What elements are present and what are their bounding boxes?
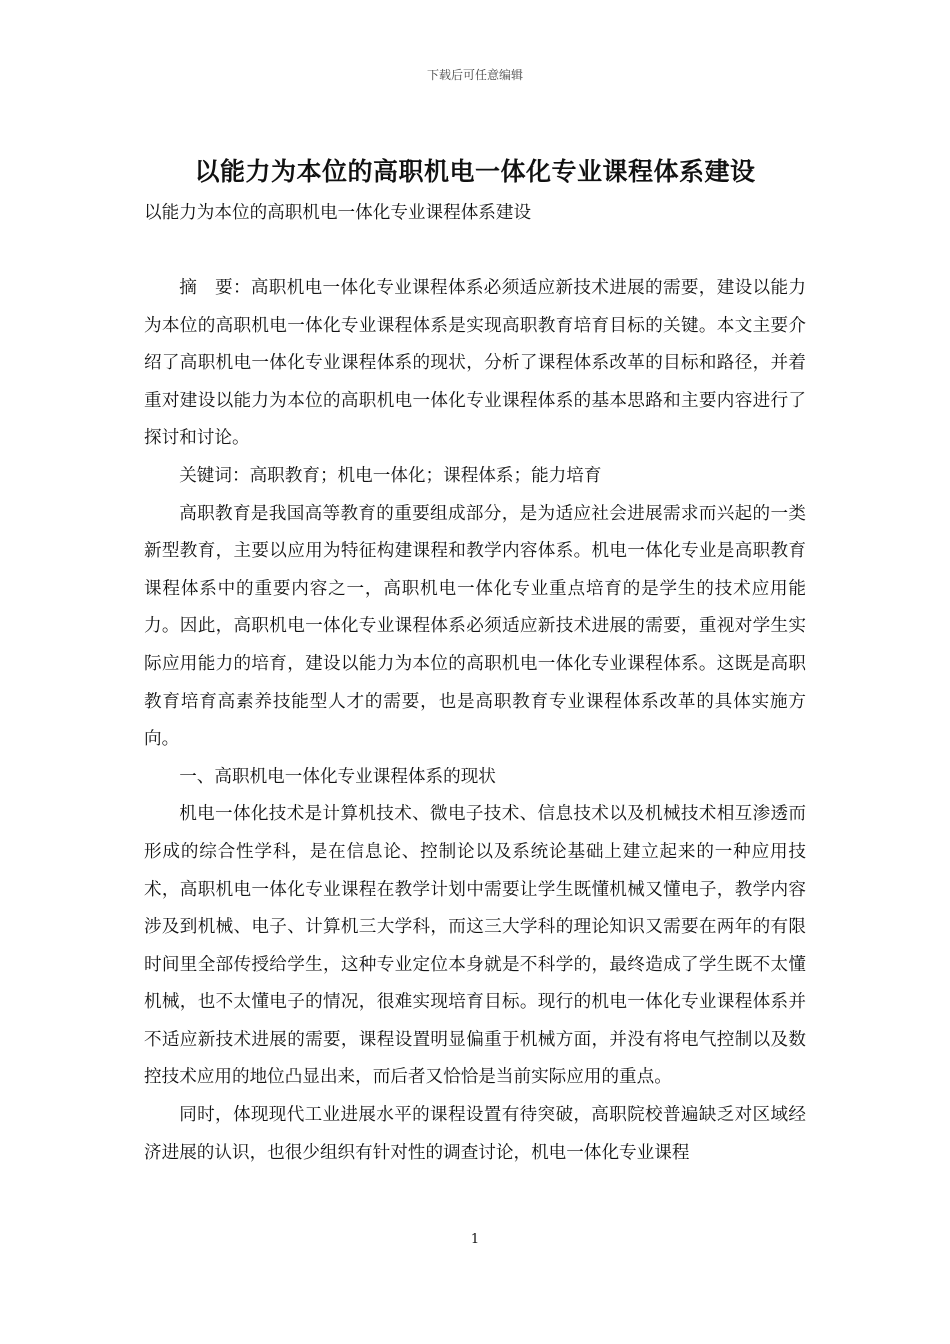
keywords-paragraph: 关键词：高职教育；机电一体化；课程体系；能力培育: [179, 465, 602, 486]
abstract-paragraph: 摘 要：高职机电一体化专业课程体系必须适应新技术进展的需要，建设以能力为本位的高职机电一体化专业课程体系是实现高职教育培育目标的关键。本文主要介绍了高职机电一体化专业课程体系的现状，分析了课程体系改革的目标和路径，并着重对建设以能力为本位的高职机电一体化专业课程体系的基本思路和主要内容进行了探讨和讨论。: [144, 278, 806, 449]
page-number: 1: [470, 1232, 480, 1247]
document-title: 以能力为本位的高职机电一体化专业课程体系建设: [194, 157, 756, 186]
body-paragraph: 同时，体现现代工业进展水平的课程设置有待突破，高职院校普遍缺乏对区域经济进展的认识，也很少组织有针对性的调查讨论，机电一体化专业课程: [144, 1105, 806, 1163]
section-heading: 一、高职机电一体化专业课程体系的现状: [179, 766, 496, 787]
document-body: [144, 270, 806, 1172]
body-paragraph: 机电一体化技术是计算机技术、微电子技术、信息技术以及机械技术相互渗透而形成的综合性学科，是在信息论、控制论以及系统论基础上建立起来的一种应用技术，高职机电一体化专业课程在教学计划中需要让学生既懂机械又懂电子，教学内容涉及到机械、电子、计算机三大学科，而这三大学科的理论知识又需要在两年的有限时间里全部传授给学生，这种专业定位本身就是不科学的，最终造成了学生既不太懂机械，也不太懂电子的情况，很难实现培育目标。现行的机电一体化专业课程体系并不适应新技术进展的需要，课程设置明显偏重于机械方面，并没有将电气控制以及数控技术应用的地位凸显出来，而后者又恰恰是当前实际应用的重点。: [144, 804, 806, 1088]
header-note: 下载后可任意编辑: [426, 68, 523, 82]
intro-paragraph: 高职教育是我国高等教育的重要组成部分，是为适应社会进展需求而兴起的一类新型教育，主要以应用为特征构建课程和教学内容体系。机电一体化专业是高职教育课程体系中的重要内容之一，高职机电一体化专业重点培育的是学生的技术应用能力。因此，高职机电一体化专业课程体系必须适应新技术进展的需要，重视对学生实际应用能力的培育，建设以能力为本位的高职机电一体化专业课程体系。这既是高职教育培育高素养技能型人才的需要，也是高职教育专业课程体系改革的具体实施方向。: [144, 503, 806, 750]
document-subtitle: 以能力为本位的高职机电一体化专业课程体系建设: [144, 203, 532, 223]
